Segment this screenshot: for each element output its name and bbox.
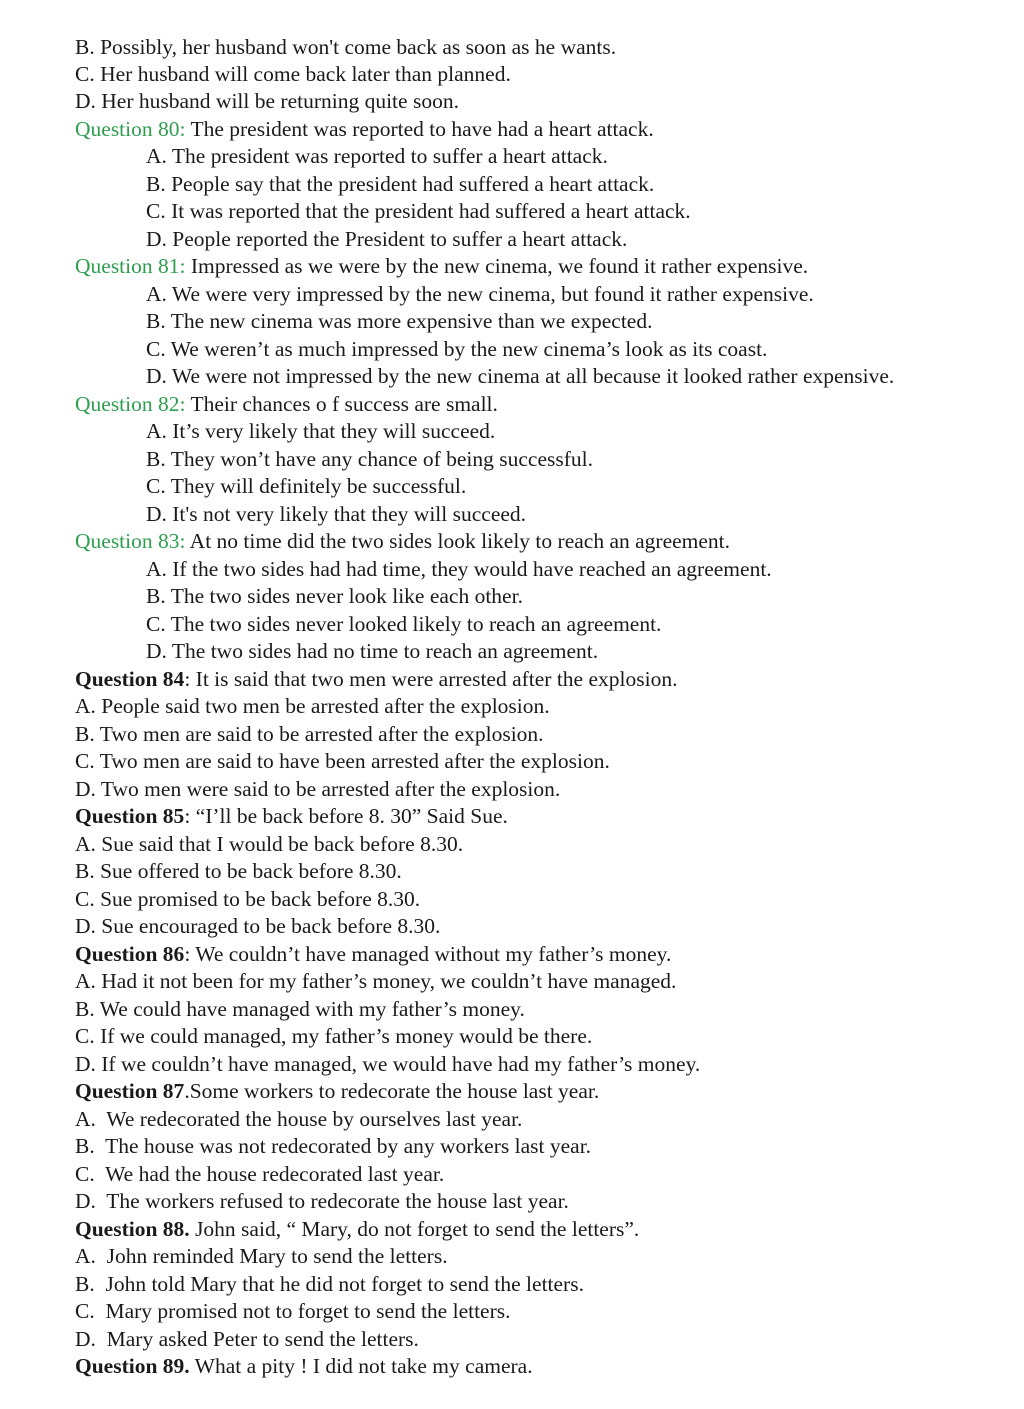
option-line: A. People said two men be arrested after the explosion. (75, 694, 550, 718)
option-line: A. Sue said that I would be back before 8.30. (75, 832, 464, 856)
option-line: B. People say that the president had suffered a heart attack. (146, 172, 655, 196)
question-label: Question 88. (75, 1217, 190, 1241)
question-label: Question 85 (75, 804, 185, 828)
option-line: B. John told Mary that he did not forget to send the letters. (75, 1272, 584, 1296)
question-89 (75, 1353, 533, 1380)
option-line: C. We weren’t as much impressed by the new cinema’s look as its coast. (146, 337, 768, 361)
question-label: Question 86 (75, 942, 185, 966)
option-line: B. Possibly, her husband won't come back as soon as he wants. (75, 35, 617, 59)
question-label: Question 83: (75, 529, 186, 553)
option-line: D. Her husband will be returning quite soon. (75, 89, 459, 113)
option-line: C. We had the house redecorated last year. (75, 1162, 445, 1186)
option-line: C. It was reported that the president had suffered a heart attack. (146, 199, 691, 223)
option-line: D. It's not very likely that they will succeed. (146, 502, 527, 526)
option-line: C. Her husband will come back later than planned. (75, 62, 511, 86)
option-line: B. Sue offered to be back before 8.30. (75, 859, 402, 883)
option-line: A. John reminded Mary to send the letters. (75, 1244, 448, 1268)
option-line: D. If we couldn’t have managed, we would have had my father’s money. (75, 1052, 701, 1076)
option-line: C. Sue promised to be back before 8.30. (75, 887, 421, 911)
option-line: A. If the two sides had had time, they would have reached an agreement. (146, 557, 772, 581)
question-label: Question 84 (75, 667, 185, 691)
question-88 (75, 1216, 639, 1243)
option-line: D. The workers refused to redecorate the house last year. (75, 1189, 569, 1213)
option-line: D. We were not impressed by the new cinema at all because it looked rather expensive. (146, 364, 895, 388)
option-line: D. Mary asked Peter to send the letters. (75, 1327, 419, 1351)
option-line: C. Mary promised not to forget to send the letters. (75, 1299, 511, 1323)
question-label: Question 82: (75, 392, 186, 416)
question-82 (75, 391, 498, 418)
option-line: A. Had it not been for my father’s money, we couldn’t have managed. (75, 969, 677, 993)
question-87 (75, 1078, 599, 1105)
option-line: D. Sue encouraged to be back before 8.30. (75, 914, 441, 938)
option-line: D. Two men were said to be arrested after the explosion. (75, 777, 561, 801)
option-line: A. It’s very likely that they will succeed. (146, 419, 496, 443)
question-stem: .Some workers to redecorate the house last year. (184, 1079, 600, 1103)
question-stem: : It is said that two men were arrested after the explosion. (184, 667, 678, 691)
question-stem: : We couldn’t have managed without my father’s money. (184, 942, 672, 966)
question-stem: : “I’ll be back before 8. 30” Said Sue. (184, 804, 508, 828)
question-stem: John said, “ Mary, do not forget to send the letters”. (189, 1217, 640, 1241)
question-81 (75, 253, 808, 280)
question-stem: Their chances o f success are small. (185, 392, 498, 416)
option-line: B. The new cinema was more expensive than we expected. (146, 309, 653, 333)
question-label: Question 81: (75, 254, 186, 278)
question-stem: What a pity ! I did not take my camera. (189, 1354, 533, 1378)
question-stem: Impressed as we were by the new cinema, we found it rather expensive. (185, 254, 809, 278)
option-line: C. Two men are said to have been arrested after the explosion. (75, 749, 610, 773)
option-line: B. The house was not redecorated by any workers last year. (75, 1134, 592, 1158)
question-83 (75, 528, 730, 555)
option-line: A. The president was reported to suffer a heart attack. (146, 144, 608, 168)
option-line: C. If we could managed, my father’s money would be there. (75, 1024, 593, 1048)
question-stem: At no time did the two sides look likely to reach an agreement. (185, 529, 731, 553)
question-80 (75, 116, 654, 143)
question-stem: The president was reported to have had a heart attack. (185, 117, 654, 141)
option-line: B. They won’t have any chance of being successful. (146, 447, 593, 471)
option-line: A. We redecorated the house by ourselves last year. (75, 1107, 523, 1131)
question-label: Question 87 (75, 1079, 185, 1103)
option-line: D. The two sides had no time to reach an agreement. (146, 639, 599, 663)
option-line: C. They will definitely be successful. (146, 474, 467, 498)
option-line: A. We were very impressed by the new cinema, but found it rather expensive. (146, 282, 814, 306)
question-84 (75, 666, 677, 693)
question-86 (75, 941, 671, 968)
question-label: Question 80: (75, 117, 186, 141)
option-line: B. Two men are said to be arrested after the explosion. (75, 722, 544, 746)
question-85 (75, 803, 508, 830)
option-line: B. The two sides never look like each other. (146, 584, 523, 608)
option-line: C. The two sides never looked likely to reach an agreement. (146, 612, 662, 636)
option-line: D. People reported the President to suffer a heart attack. (146, 227, 628, 251)
option-line: B. We could have managed with my father’s money. (75, 997, 525, 1021)
question-label: Question 89. (75, 1354, 190, 1378)
